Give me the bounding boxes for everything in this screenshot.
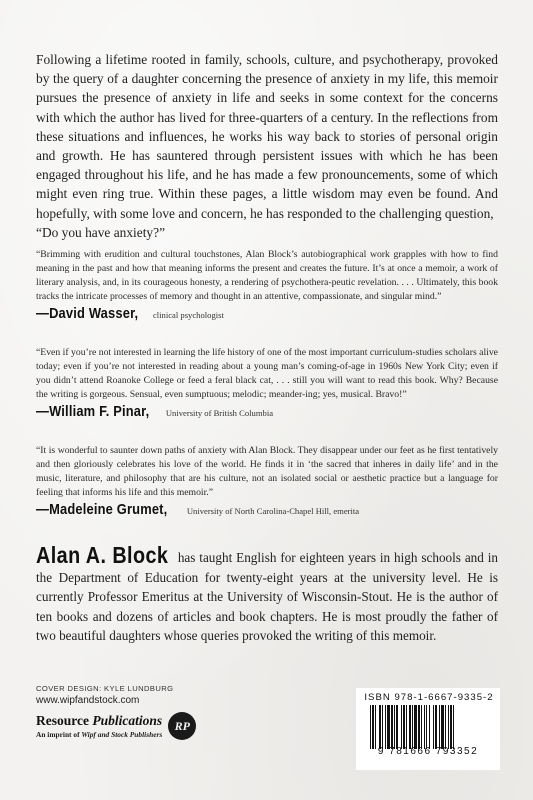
review-1 xyxy=(36,248,498,322)
review-attribution xyxy=(36,405,498,420)
publisher-name-part1: Resource xyxy=(36,713,89,728)
rp-logo-icon: RP xyxy=(168,712,196,740)
review-quote: “Even if you’re not interested in learning the life history of one of the most important curriculum-studies scholars alive today; even if you’re not interested in reading about a young man’s coming-of-age in 1960s New York City; even if you didn’t attend Roanoke College or feed a feral black cat, . . . still you will want to read this book. Why? Because the writing is gorgeous. Sensual, even sumptuous; melodic; meander-ing; yes, musical. Bravo!” xyxy=(36,347,498,400)
review-2 xyxy=(36,346,498,420)
review-attribution xyxy=(36,503,498,518)
book-description xyxy=(36,50,498,242)
publisher-name-part2: Publications xyxy=(92,713,163,728)
author-bio xyxy=(36,542,499,646)
review-attribution xyxy=(36,307,498,322)
publisher-website: www.wipfandstock.com xyxy=(36,695,140,706)
reviewer-name: —William F. Pinar, xyxy=(36,403,150,420)
reviewer-role: University of British Columbia xyxy=(165,408,274,418)
publisher-name xyxy=(36,713,162,729)
author-name: Alan A. Block xyxy=(36,542,169,568)
barcode-digits: 9 781666 793352 xyxy=(377,746,479,757)
cover-design-credit: COVER DESIGN: KYLE LUNDBURG xyxy=(36,684,174,693)
publisher-imprint xyxy=(36,730,162,739)
author-bio-text: has taught English for eighteen years in high schools and in the Department of Education for twenty-eight years at the university level. He is currently Professor Emeritus at the University of Wisconsin-Stout. He is the author of ten books and dozens of articles and book chapters. He is most proudly the father of two beautiful daughters whose queries provoked the writing of this memoir. xyxy=(36,550,499,644)
reviewer-name: —Madeleine Grumet, xyxy=(36,501,168,518)
imprint-prefix: An imprint of xyxy=(36,730,80,739)
publisher-logo-block xyxy=(36,712,196,740)
isbn-barcode-box xyxy=(356,688,500,770)
credits xyxy=(36,684,236,706)
barcode-icon xyxy=(370,705,486,749)
review-quote: “Brimming with erudition and cultural touchstones, Alan Block’s autobiographical work grapples with how to find meaning in the past and how that meaning informs the present and creates the future. It’s at once a memoir, a work of literary analysis, and, in its courageous honesty, a rendering of psychothera-peutic revelation. . . . Ultimately, this book tracks the intricate processes of memory and thought in an attentive, compassionate, and singular mind.” xyxy=(36,249,498,302)
book-description-question: “Do you have anxiety?” xyxy=(36,224,166,240)
imprint-name: Wipf and Stock Publishers xyxy=(81,730,163,739)
book-description-text: Following a lifetime rooted in family, schools, culture, and psychotherapy, provoked by the query of a daughter concerning the presence of anxiety in my life, this memoir pursues the presence of anxiety in life and seeks in some context for the concerns with which the author has lived for three-quarters of a century. In the reflections from these situations and influences, he works his way back to stories of personal origin and growth. He has sauntered through persistent issues with which he has been engaged throughout his life, and he has made a few pronouncements, some of which might even ring true. Within these pages, a little wisdom may even be found. And hopefully, with some love and concern, he has responded to the challenging question, xyxy=(36,52,498,221)
review-quote: “It is wonderful to saunter down paths of anxiety with Alan Block. They disappear under our feet as he first tentatively and then gloriously celebrates his love of the world. He finds it in ‘the sacred that inheres in daily life’ and in the music, literature, and philosophy that are his culture, not an isolated social or aesthetic practice but a language for feeling that informs his life and this memoir.” xyxy=(36,445,498,498)
reviewer-role: clinical psychologist xyxy=(152,310,224,320)
isbn-label: ISBN 978-1-6667-9335-2 xyxy=(364,692,494,703)
publisher-wordmark xyxy=(36,713,162,739)
reviewer-name: —David Wasser, xyxy=(36,305,139,322)
review-3 xyxy=(36,444,498,518)
reviewer-role: University of North Carolina-Chapel Hill, emerita xyxy=(186,506,360,516)
